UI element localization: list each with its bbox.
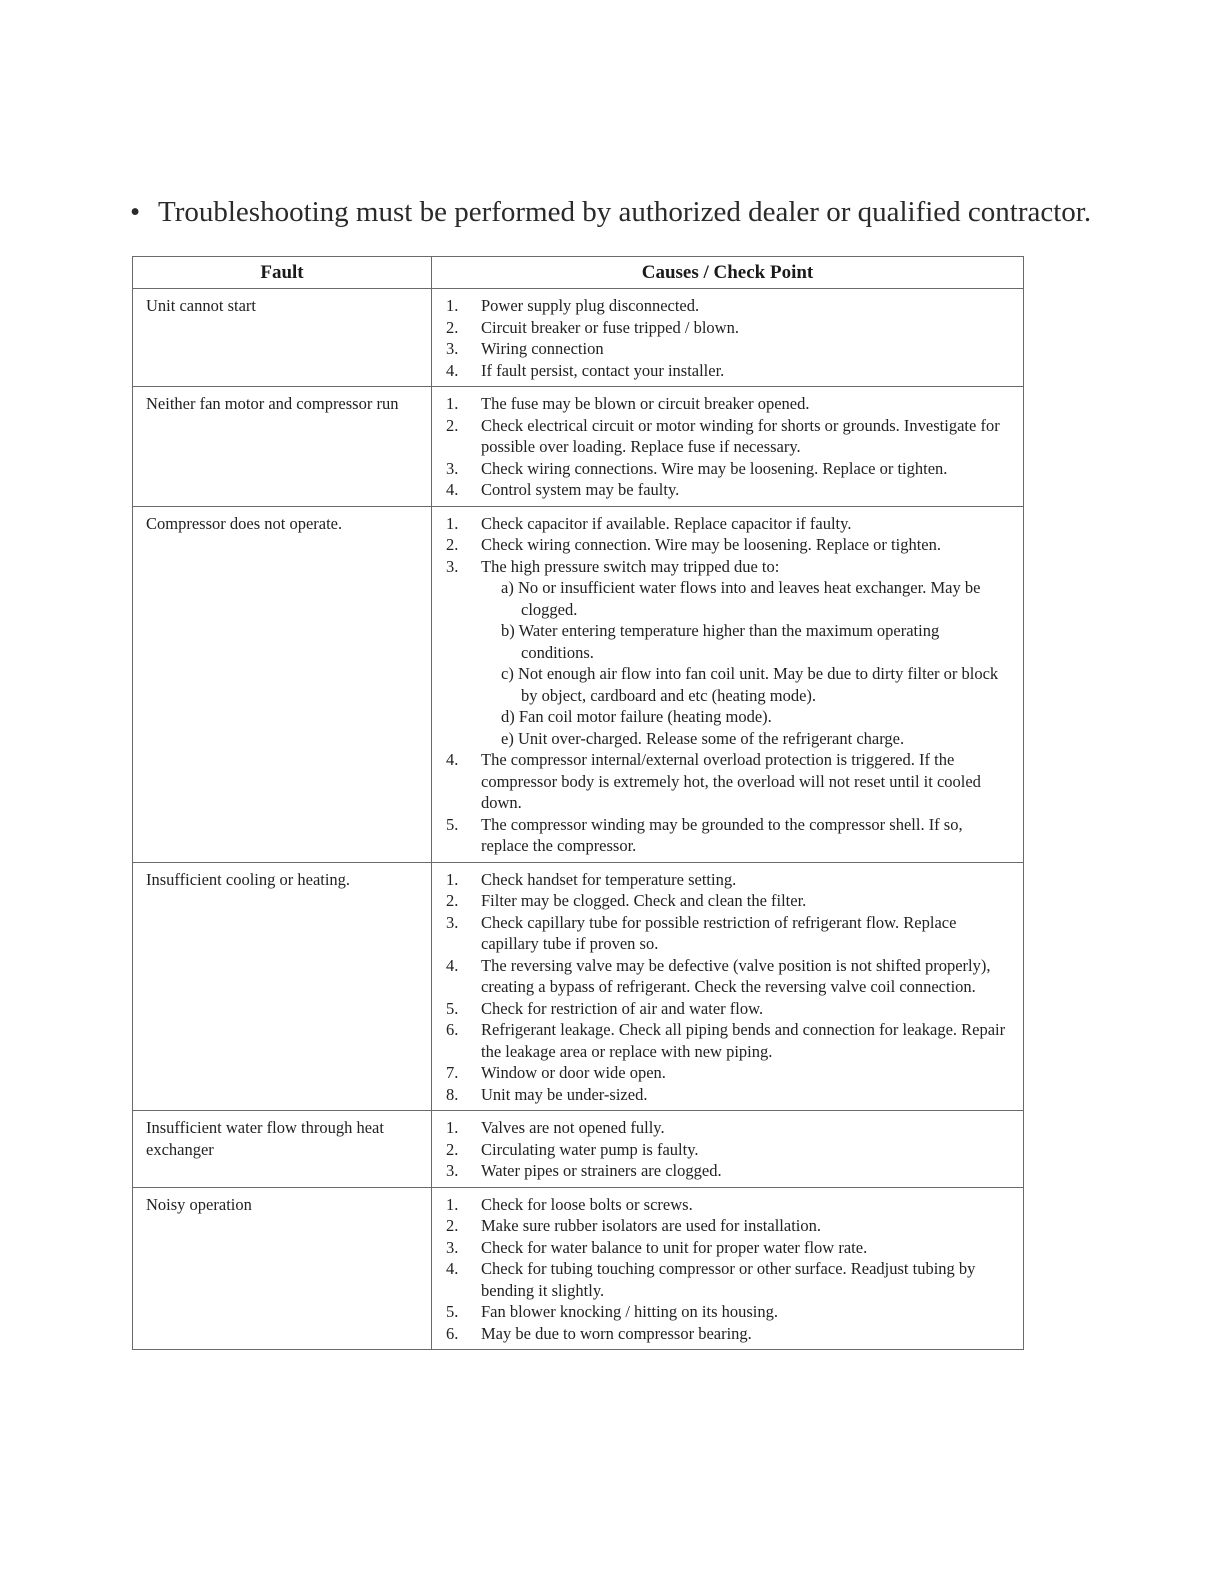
cause-item xyxy=(446,998,1013,1020)
cause-number: 2. xyxy=(446,535,459,554)
table-row xyxy=(133,506,1024,862)
cause-number: 2. xyxy=(446,415,459,435)
cause-number: 3. xyxy=(446,458,459,478)
cause-text: The compressor internal/external overload protection is triggered. If the compressor body is extremely hot, the overload will not reset until it cooled down. xyxy=(481,750,981,812)
cause-item xyxy=(446,749,1013,814)
cause-item xyxy=(446,1301,1013,1323)
fault-cell: Insufficient cooling or heating. xyxy=(133,862,432,1111)
fault-cell: Unit cannot start xyxy=(133,289,432,387)
cause-item xyxy=(446,415,1013,458)
cause-number: 4. xyxy=(446,750,459,769)
cause-number: 1. xyxy=(446,1194,459,1214)
cause-item xyxy=(446,1237,1013,1259)
fault-cell: Noisy operation xyxy=(133,1187,432,1350)
sub-item: e) Unit over-charged. Release some of the refrigerant charge. xyxy=(501,728,905,748)
fault-cell: Neither fan motor and compressor run xyxy=(133,387,432,507)
cause-text: May be due to worn compressor bearing. xyxy=(481,1323,752,1343)
cause-item xyxy=(446,890,1013,912)
cause-text: Make sure rubber isolators are used for installation. xyxy=(481,1216,821,1235)
cause-item xyxy=(446,1323,1013,1345)
causes-cell xyxy=(432,387,1024,507)
cause-item xyxy=(446,534,1013,556)
cause-item xyxy=(446,295,1013,317)
cause-text: Filter may be clogged. Check and clean the filter. xyxy=(481,891,807,910)
cause-item xyxy=(446,338,1013,360)
sub-item: c) Not enough air flow into fan coil unit. May be due to dirty filter or block by object, cardboard and etc (heating mode). xyxy=(501,664,999,705)
cause-number: 5. xyxy=(446,998,459,1018)
causes-cell xyxy=(432,862,1024,1111)
cause-number: 6. xyxy=(446,1020,459,1039)
heading-text: Troubleshooting must be performed by authorized dealer or qualified contractor. xyxy=(158,196,1092,228)
cause-text: Check wiring connection. Wire may be loosening. Replace or tighten. xyxy=(481,535,941,554)
troubleshooting-table xyxy=(132,256,1024,1350)
cause-text: Check for loose bolts or screws. xyxy=(481,1194,693,1214)
table-row xyxy=(133,1187,1024,1350)
cause-item xyxy=(446,1019,1013,1062)
cause-item xyxy=(446,1062,1013,1084)
cause-number: 4. xyxy=(446,955,459,975)
cause-item xyxy=(446,1139,1013,1161)
sub-item: a) No or insufficient water flows into and leaves heat exchanger. May be clogged. xyxy=(501,578,981,619)
cause-number: 3. xyxy=(446,1161,459,1180)
cause-number: 1. xyxy=(446,1118,459,1137)
table-header-row xyxy=(133,257,1024,289)
cause-item xyxy=(446,360,1013,382)
cause-number: 1. xyxy=(446,869,459,889)
cause-text: Control system may be faulty. xyxy=(481,480,680,499)
cause-number: 2. xyxy=(446,1139,459,1159)
cause-number: 6. xyxy=(446,1323,459,1343)
cause-item xyxy=(446,1160,1013,1182)
cause-item xyxy=(446,1194,1013,1216)
cause-number: 3. xyxy=(446,556,459,576)
cause-item xyxy=(446,1084,1013,1106)
cause-item xyxy=(446,1258,1013,1301)
cause-text: Check capillary tube for possible restriction of refrigerant flow. Replace capillary tube if proven so. xyxy=(481,912,957,953)
cause-text: Water pipes or strainers are clogged. xyxy=(481,1161,722,1180)
cause-text: Check capacitor if available. Replace capacitor if faulty. xyxy=(481,513,852,533)
causes-column-header: Causes / Check Point xyxy=(432,257,1024,289)
sub-item: b) Water entering temperature higher than the maximum operating conditions. xyxy=(501,621,940,662)
causes-cell xyxy=(432,1187,1024,1350)
fault-cell: Compressor does not operate. xyxy=(133,506,432,862)
table-row xyxy=(133,862,1024,1111)
cause-text: Valves are not opened fully. xyxy=(481,1118,665,1137)
cause-item xyxy=(446,317,1013,339)
page-heading xyxy=(130,192,1130,232)
cause-number: 1. xyxy=(446,513,459,533)
cause-number: 2. xyxy=(446,891,459,910)
cause-text: If fault persist, contact your installer. xyxy=(481,360,725,380)
fault-column-header: Fault xyxy=(133,257,432,289)
cause-text: Power supply plug disconnected. xyxy=(481,296,700,315)
cause-item xyxy=(446,513,1013,535)
cause-number: 5. xyxy=(446,814,459,834)
causes-cell xyxy=(432,506,1024,862)
causes-cell xyxy=(432,1111,1024,1188)
table-row xyxy=(133,289,1024,387)
cause-item xyxy=(446,393,1013,415)
cause-number: 1. xyxy=(446,394,459,413)
cause-item xyxy=(446,479,1013,501)
cause-number: 1. xyxy=(446,296,459,315)
cause-text: Circuit breaker or fuse tripped / blown. xyxy=(481,317,739,337)
cause-number: 4. xyxy=(446,1259,459,1278)
cause-text: Check for water balance to unit for proper water flow rate. xyxy=(481,1237,868,1257)
cause-number: 3. xyxy=(446,912,459,932)
cause-number: 2. xyxy=(446,1216,459,1235)
cause-number: 2. xyxy=(446,317,459,337)
cause-number: 5. xyxy=(446,1302,459,1321)
table-row xyxy=(133,387,1024,507)
sub-item: d) Fan coil motor failure (heating mode). xyxy=(501,707,772,726)
cause-number: 7. xyxy=(446,1063,459,1082)
cause-item xyxy=(446,869,1013,891)
cause-text: Check wiring connections. Wire may be loosening. Replace or tighten. xyxy=(481,458,948,478)
causes-cell xyxy=(432,289,1024,387)
cause-text: Refrigerant leakage. Check all piping bends and connection for leakage. Repair the leakage area or replace with new piping. xyxy=(481,1020,1006,1061)
cause-item xyxy=(446,955,1013,998)
cause-item xyxy=(446,912,1013,955)
cause-text: Window or door wide open. xyxy=(481,1063,666,1082)
fault-cell: Insufficient water flow through heat exchanger xyxy=(133,1111,432,1188)
cause-text: Fan blower knocking / hitting on its housing. xyxy=(481,1302,778,1321)
cause-text: The compressor winding may be grounded to the compressor shell. If so, replace the compressor. xyxy=(481,814,963,855)
cause-text xyxy=(481,556,1013,750)
cause-item xyxy=(446,1117,1013,1139)
heading-bullet: • xyxy=(130,196,141,228)
cause-text: The fuse may be blown or circuit breaker opened. xyxy=(481,394,810,413)
cause-number: 3. xyxy=(446,1237,459,1257)
cause-number: 4. xyxy=(446,360,459,380)
cause-text: The reversing valve may be defective (valve position is not shifted properly), creating a bypass of refrigerant. Check the reversing valve coil connection. xyxy=(481,955,991,996)
cause-number: 8. xyxy=(446,1084,459,1104)
cause-number: 4. xyxy=(446,480,459,499)
cause-text: Check handset for temperature setting. xyxy=(481,869,737,889)
cause-item xyxy=(446,1215,1013,1237)
cause-text: Circulating water pump is faulty. xyxy=(481,1139,699,1159)
cause-item xyxy=(446,458,1013,480)
cause-item xyxy=(446,814,1013,857)
cause-number: 3. xyxy=(446,339,459,358)
cause-item xyxy=(446,556,1013,750)
cause-text-main: The high pressure switch may tripped due to: xyxy=(481,556,780,576)
cause-text: Wiring connection xyxy=(481,339,604,358)
table-row xyxy=(133,1111,1024,1188)
cause-text: Check for restriction of air and water flow. xyxy=(481,998,764,1018)
cause-text: Unit may be under-sized. xyxy=(481,1084,648,1104)
cause-text: Check for tubing touching compressor or other surface. Readjust tubing by bending it slightly. xyxy=(481,1259,976,1300)
cause-text: Check electrical circuit or motor winding for shorts or grounds. Investigate for possible over loading. Replace fuse if necessary. xyxy=(481,415,1000,456)
